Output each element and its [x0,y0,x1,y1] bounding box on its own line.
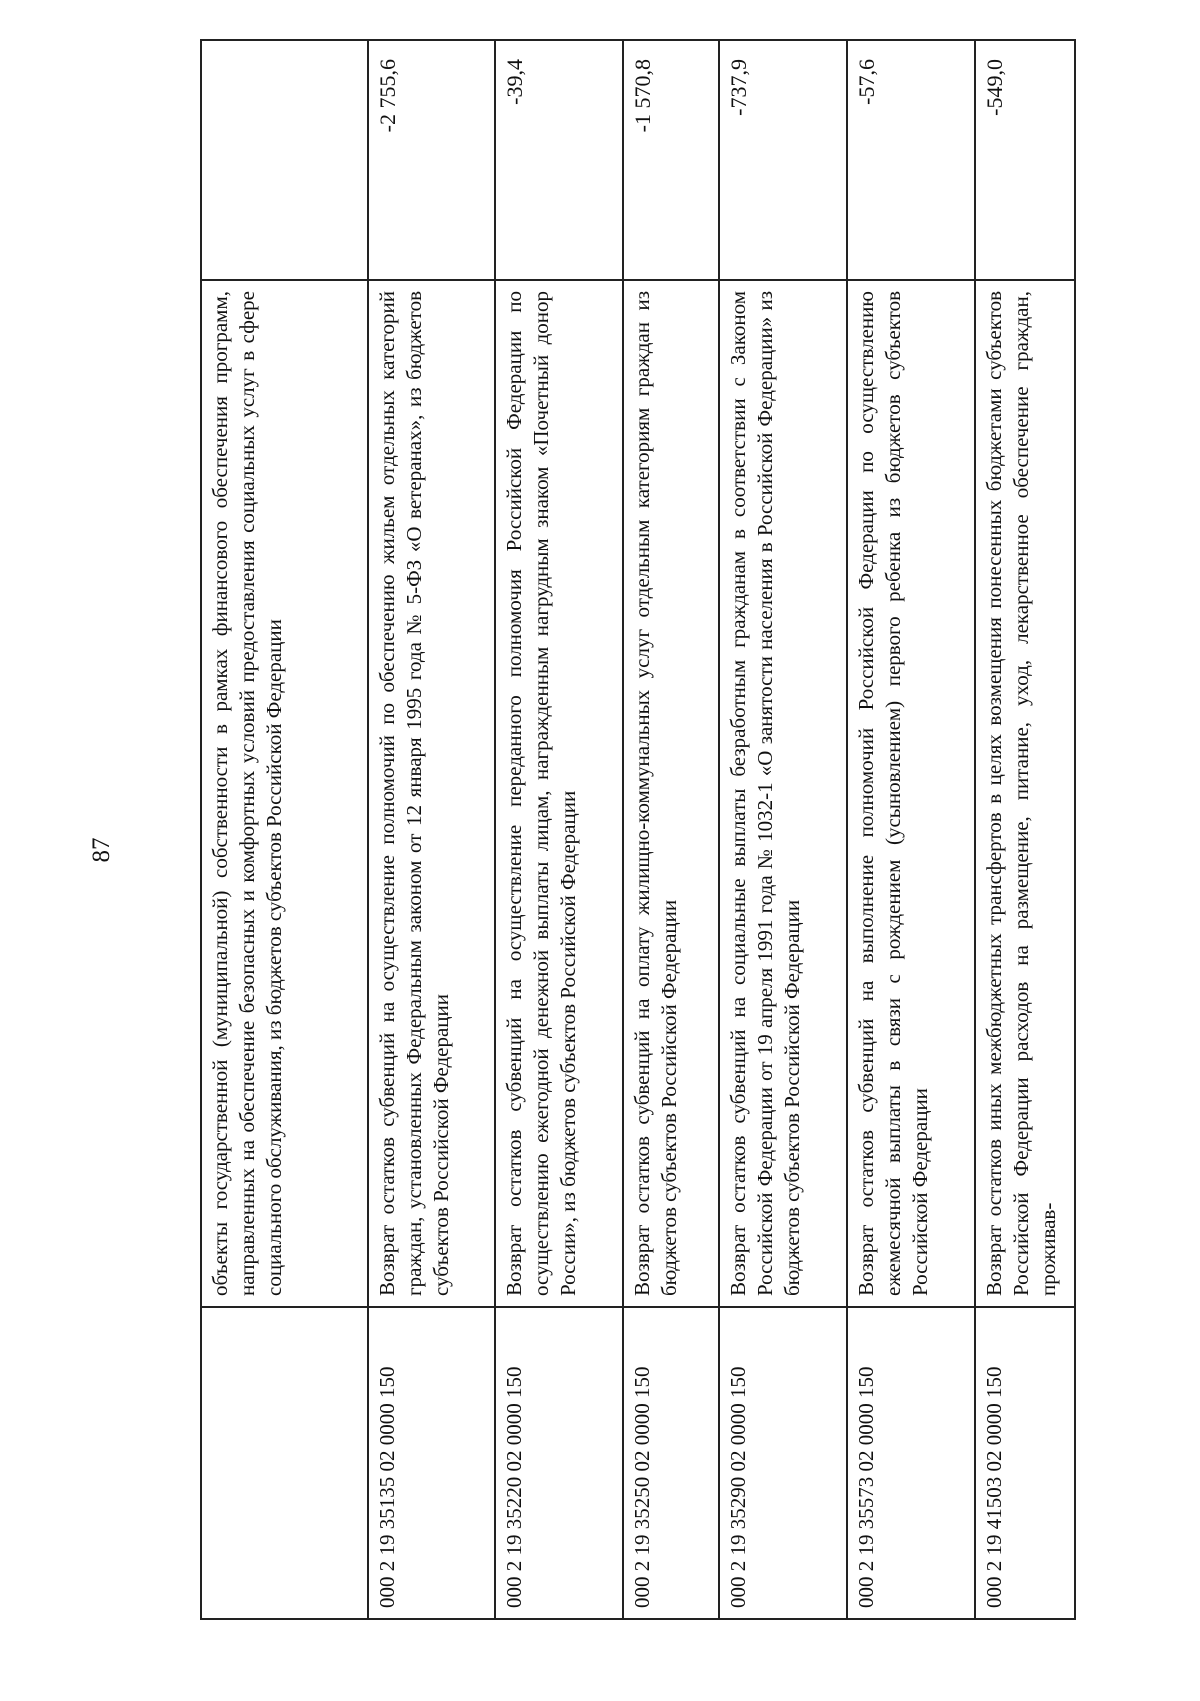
table-row [368,40,495,1619]
page-number: 87 [88,837,115,863]
amount-cell: -549,0 [975,40,1075,280]
description-cell: Возврат остатков субвенций на оплату жилищно-коммунальных услуг отдельным категориям граждан из бюджетов субъектов Российской Федерации [623,280,719,1307]
table-row [623,40,719,1619]
budget-code-cell [201,1307,368,1619]
table-row [495,40,623,1619]
amount-cell: -737,9 [719,40,847,280]
description-cell: Возврат остатков субвенций на выполнение полномочий Российской Федерации по осуществлению ежемесячной выплаты в связи с рождением (усыновлением) первого ребенка из бюджетов субъектов Российской Федерации [847,280,975,1307]
description-cell: Возврат остатков субвенций на осуществление полномочий по обеспечению жильем отдельных категорий граждан, установленных Федеральным законом от 12 января 1995 года № 5-ФЗ «О ветеранах», из бюджетов субъектов Российской Федерации [368,280,495,1307]
table-row [847,40,975,1619]
amount-cell: -39,4 [495,40,623,280]
budget-code-cell: 000 2 19 35290 02 0000 150 [719,1307,847,1619]
description-cell: объекты государственной (муниципальной) собственности в рамках финансового обеспечения программ, направленных на обеспечение безопасных и комфортных условий предоставления социальных услуг в сфере социального обслуживания, из бюджетов субъектов Российской Федерации [201,280,368,1307]
description-cell: Возврат остатков субвенций на социальные выплаты безработным гражданам в соответствии с Законом Российской Федерации от 19 апреля 1991 года № 1032-1 «О занятости населения в Российской Федерации» из бюджетов субъектов Российской Федерации [719,280,847,1307]
amount-cell: -2 755,6 [368,40,495,280]
rotated-table-container [200,59,1080,1620]
budget-code-cell: 000 2 19 35220 02 0000 150 [495,1307,623,1619]
amount-cell: -1 570,8 [623,40,719,280]
table-row [719,40,847,1619]
table-row [201,40,368,1619]
budget-code-cell: 000 2 19 35250 02 0000 150 [623,1307,719,1619]
budget-table [200,39,1076,1620]
description-cell: Возврат остатков иных межбюджетных трансфертов в целях возмещения понесенных бюджетами субъектов Российской Федерации расходов на размещение, питание, уход, лекарственное обеспечение граждан, проживав- [975,280,1075,1307]
budget-code-cell: 000 2 19 35573 02 0000 150 [847,1307,975,1619]
budget-code-cell: 000 2 19 41503 02 0000 150 [975,1307,1075,1619]
table-row [975,40,1075,1619]
amount-cell [201,40,368,280]
amount-cell: -57,6 [847,40,975,280]
table-region [200,59,1080,1620]
budget-code-cell: 000 2 19 35135 02 0000 150 [368,1307,495,1619]
description-cell: Возврат остатков субвенций на осуществление переданного полномочия Российской Федерации по осуществлению ежегодной денежной выплаты лицам, награжденным нагрудным знаком «Почетный донор России», из бюджетов субъектов Российской Федерации [495,280,623,1307]
